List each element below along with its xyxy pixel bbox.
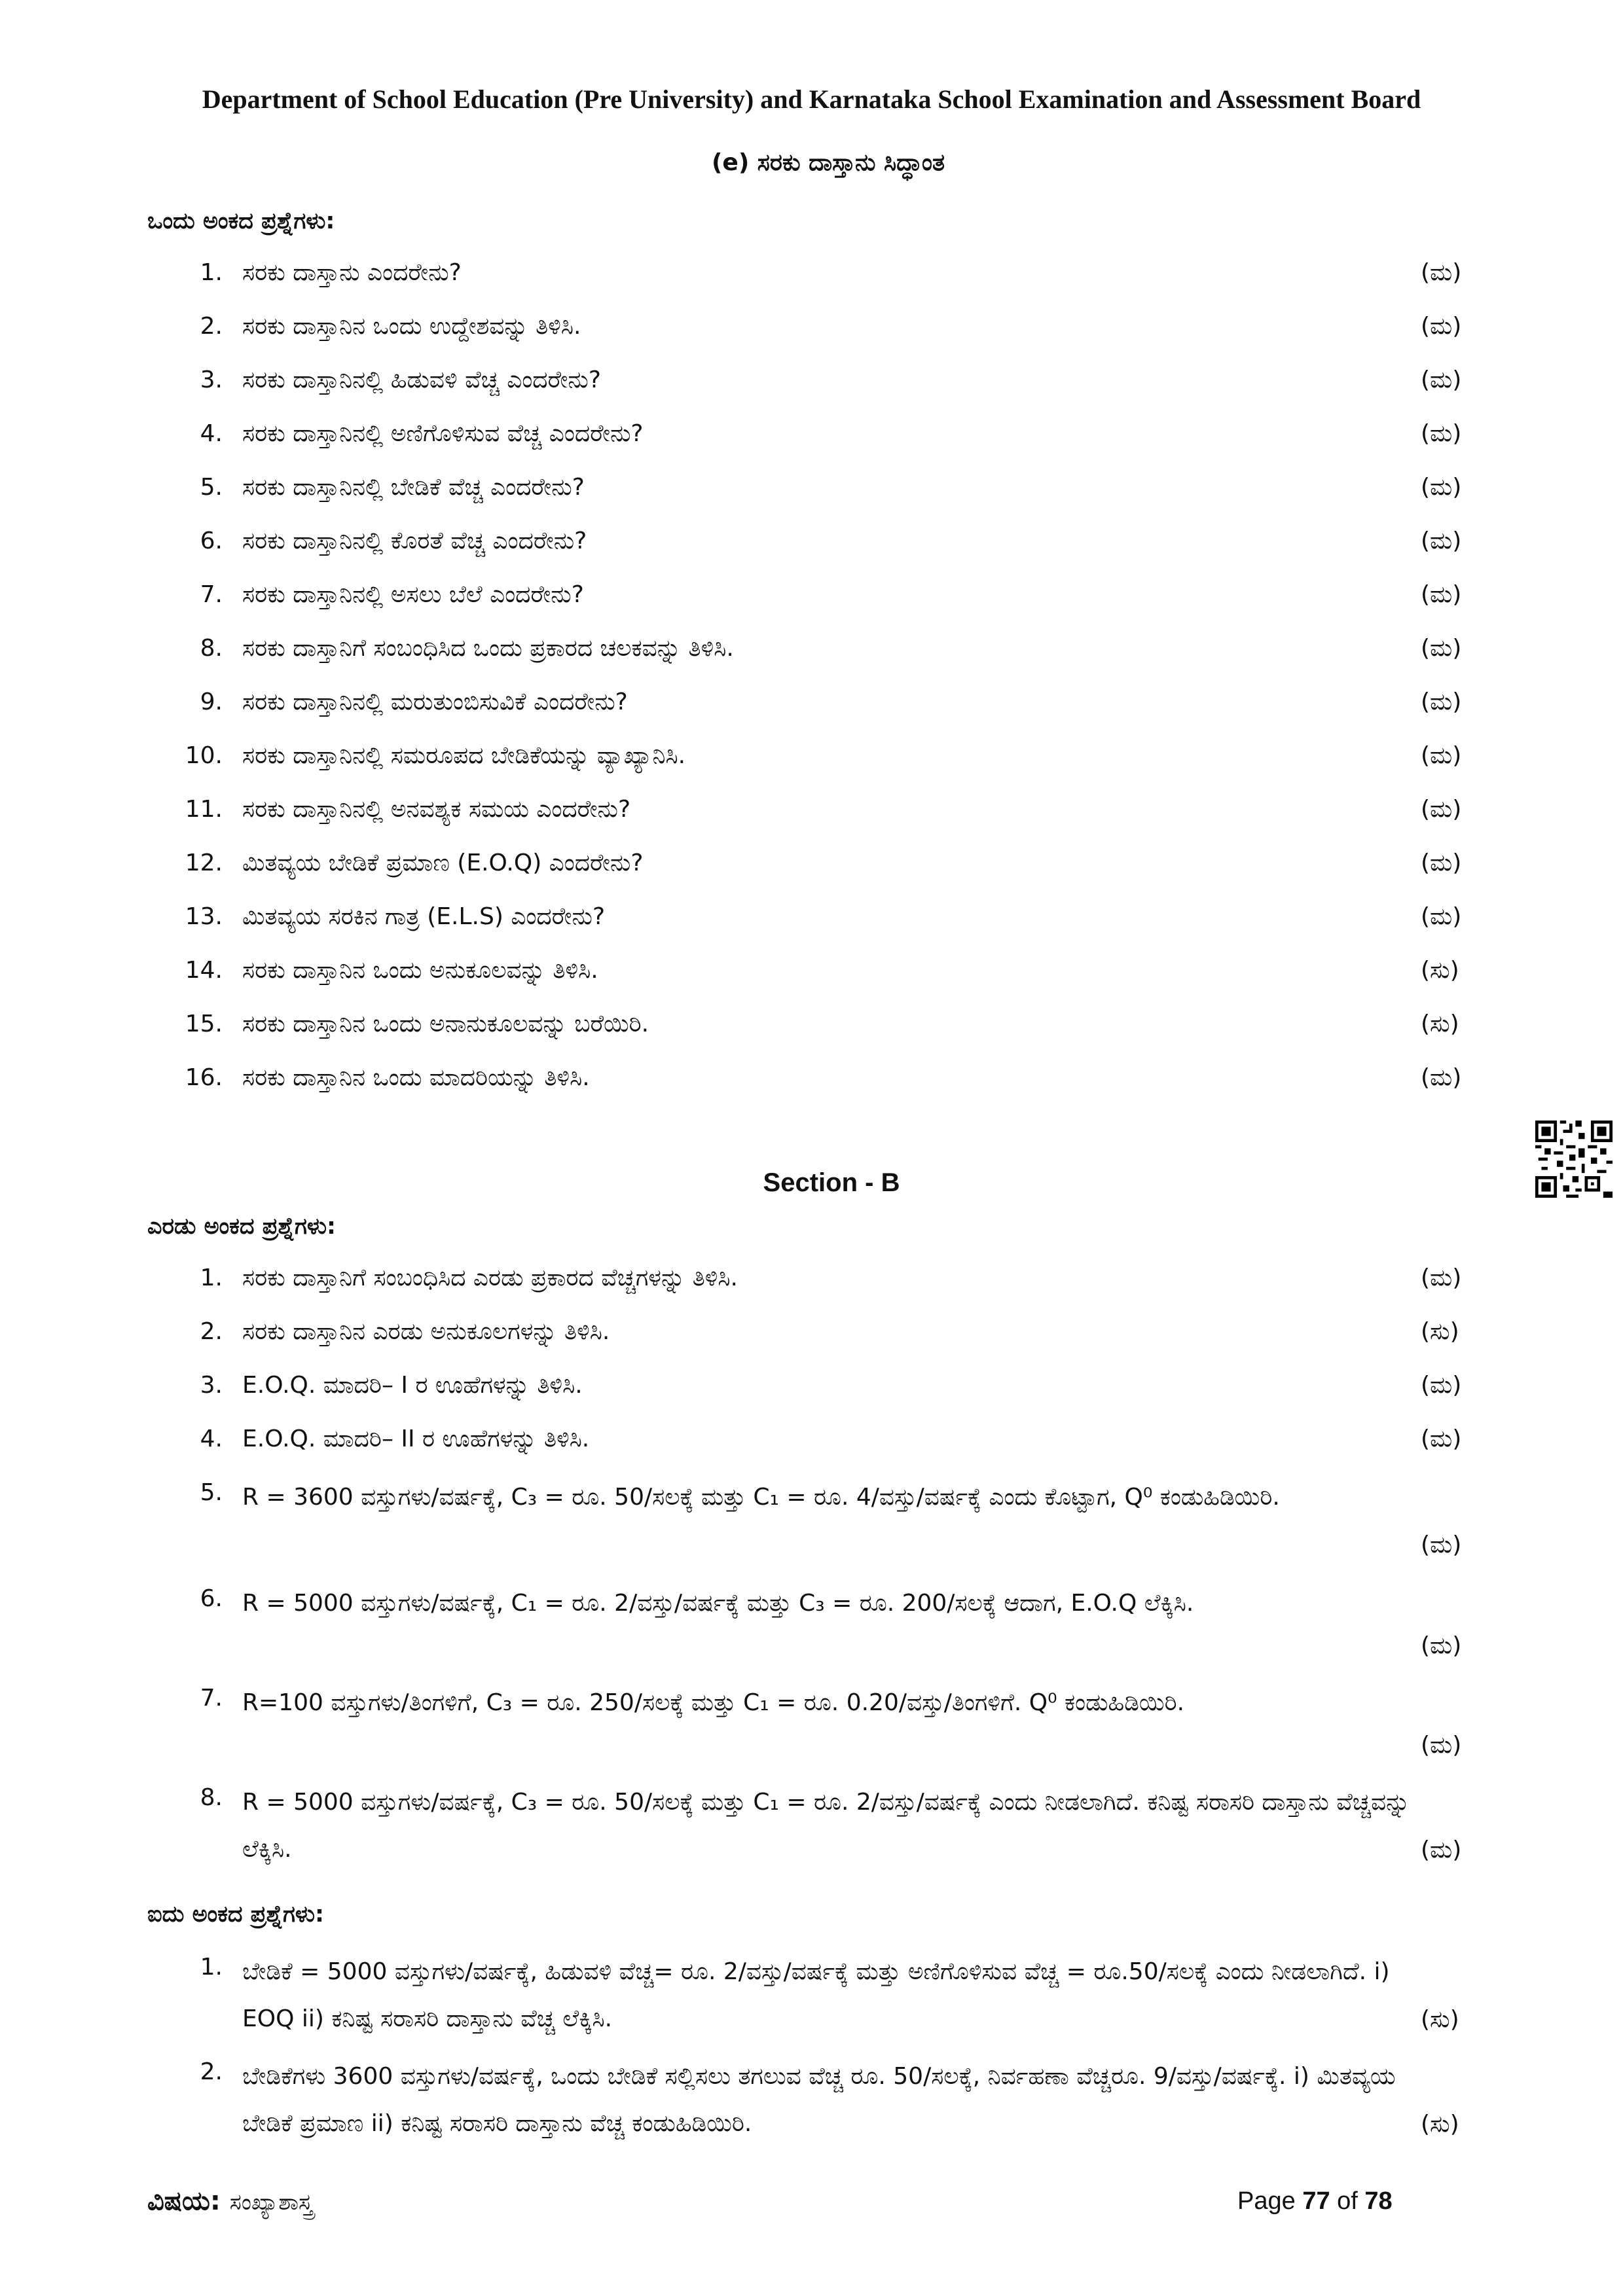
- of-word: of: [1337, 2187, 1358, 2215]
- question-text: ಸರಕು ದಾಸ್ತಾನಿನಲ್ಲಿ ಬೇಡಿಕೆ ವೆಚ್ಚ ಎಂದರೇನು?: [242, 474, 585, 501]
- question-number: 16.: [185, 1064, 223, 1091]
- difficulty-mark: (ಮ): [1421, 1372, 1462, 1399]
- section-b-heading: Section - B: [763, 1168, 900, 1197]
- difficulty-mark: (ಮ): [1421, 528, 1462, 554]
- difficulty-mark: (ಮ): [1421, 1837, 1462, 1863]
- page-current: 77: [1302, 2187, 1330, 2215]
- difficulty-mark: (ಮ): [1421, 1265, 1462, 1291]
- five-mark-heading: ಐದು ಅಂಕದ ಪ್ರಶ್ನೆಗಳು:: [147, 1901, 325, 1928]
- question-number: 8.: [200, 1784, 223, 1811]
- question-text: ಸರಕು ದಾಸ್ತಾನಿಗೆ ಸಂಬಂಧಿಸಿದ ಎರಡು ಪ್ರಕಾರದ ವೆಚ್ಚಗಳನ್ನು ತಿಳಿಸಿ.: [242, 1265, 738, 1291]
- difficulty-mark: (ಮ): [1421, 635, 1462, 662]
- question-text: ಬೇಡಿಕೆ = 5000 ವಸ್ತುಗಳು/ವರ್ಷಕ್ಕೆ, ಹಿಡುವಳಿ ವೆಚ್ಚ= ರೂ. 2/ವಸ್ತು/ವರ್ಷಕ್ಕೆ ಮತ್ತು ಅಣಿಗೊಳಿಸುವ ವೆಚ್ಚ = ರೂ.50/ಸಲಕ್ಕೆ ಎಂದು ನೀಡಲಾಗಿದೆ. i) EOQ ii) ಕನಿಷ್ಟ ಸರಾಸರಿ ದಾಸ್ತಾನು ವೆಚ್ಚ ಲೆಕ್ಕಿಸಿ.: [242, 1958, 1390, 2032]
- question-text: ಸರಕು ದಾಸ್ತಾನಿನ ಒಂದು ಅನುಕೂಲವನ್ನು ತಿಳಿಸಿ.: [242, 957, 598, 984]
- question-text: ಸರಕು ದಾಸ್ತಾನಿನಲ್ಲಿ ಹಿಡುವಳಿ ವೆಚ್ಚ ಎಂದರೇನು?: [242, 367, 601, 393]
- question-text: ಸರಕು ದಾಸ್ತಾನಿನಲ್ಲಿ ಕೊರತೆ ವೆಚ್ಚ ಎಂದರೇನು?: [242, 528, 587, 554]
- difficulty-mark: (ಮ): [1421, 796, 1462, 823]
- difficulty-mark: (ಮ): [1421, 474, 1462, 501]
- difficulty-mark: (ಮ): [1421, 259, 1462, 286]
- question-text: ಸರಕು ದಾಸ್ತಾನಿನಲ್ಲಿ ಸಮರೂಪದ ಬೇಡಿಕೆಯನ್ನು ವ್ಯಾಖ್ಯಾನಿಸಿ.: [242, 742, 686, 769]
- page-total: 78: [1364, 2187, 1393, 2215]
- question-number: 2.: [200, 2058, 223, 2085]
- question-text: ಸರಕು ದಾಸ್ತಾನು ಎಂದರೇನು?: [242, 259, 462, 286]
- question-item: [177, 2058, 1486, 2163]
- question-text: ಸರಕು ದಾಸ್ತಾನಿನಲ್ಲಿ ಅಣಿಗೊಳಿಸುವ ವೆಚ್ಚ ಎಂದರೇನು?: [242, 420, 644, 447]
- question-number: 3.: [200, 367, 223, 393]
- question-text: ಸರಕು ದಾಸ್ತಾನಿನಲ್ಲಿ ಅಸಲು ಬೆಲೆ ಎಂದರೇನು?: [242, 581, 584, 608]
- question-number: 1.: [200, 259, 223, 286]
- question-text: R=100 ವಸ್ತುಗಳು/ತಿಂಗಳಿಗೆ, C₃ = ರೂ. 250/ಸಲಕ್ಕೆ ಮತ್ತು C₁ = ರೂ. 0.20/ವಸ್ತು/ತಿಂಗಳಿಗೆ. Q⁰ ಕಂಡುಹಿಡಿಯಿರಿ.: [242, 1689, 1185, 1716]
- question-number: 1.: [200, 1265, 223, 1291]
- difficulty-mark: (ಮ): [1421, 420, 1462, 447]
- subject-name: ಸಂಖ್ಯಾಶಾಸ್ತ್ರ: [229, 2189, 313, 2215]
- two-mark-heading: ಎರಡು ಅಂಕದ ಪ್ರಶ್ನೆಗಳು:: [147, 1213, 337, 1240]
- question-text: ಸರಕು ದಾಸ್ತಾನಿನ ಒಂದು ಅನಾನುಕೂಲವನ್ನು ಬರೆಯಿರಿ.: [242, 1011, 649, 1037]
- question-text: ಸರಕು ದಾಸ್ತಾನಿನ ಒಂದು ಮಾದರಿಯನ್ನು ತಿಳಿಸಿ.: [242, 1064, 590, 1091]
- question-number: 7.: [200, 1685, 223, 1712]
- question-text: ಸರಕು ದಾಸ್ತಾನಿಗೆ ಸಂಬಂಧಿಸಿದ ಒಂದು ಪ್ರಕಾರದ ಚಲಕವನ್ನು ತಿಳಿಸಿ.: [242, 635, 734, 662]
- question-number: 13.: [185, 903, 223, 930]
- difficulty-mark: (ಮ): [1421, 367, 1462, 393]
- question-number: 11.: [185, 796, 223, 823]
- one-mark-heading: ಒಂದು ಅಂಕದ ಪ್ರಶ್ನೆಗಳು:: [147, 208, 335, 234]
- question-text: ಸರಕು ದಾಸ್ತಾನಿನ ಒಂದು ಉದ್ದೇಶವನ್ನು ತಿಳಿಸಿ.: [242, 313, 581, 340]
- difficulty-mark: (ಮ): [1421, 313, 1462, 340]
- difficulty-mark: (ಮ): [1421, 850, 1462, 876]
- difficulty-mark: (ಸು): [1421, 2111, 1459, 2138]
- difficulty-mark: (ಮ): [1421, 1426, 1462, 1452]
- difficulty-mark: (ಮ): [1421, 742, 1462, 769]
- question-number: 1.: [200, 1954, 223, 1981]
- footer-subject: [147, 2186, 313, 2216]
- difficulty-mark: (ಸು): [1421, 1011, 1459, 1037]
- question-item: [177, 1954, 1486, 2058]
- difficulty-mark: (ಸು): [1421, 2006, 1459, 2033]
- question-text: R = 5000 ವಸ್ತುಗಳು/ವರ್ಷಕ್ಕೆ, C₁ = ರೂ. 2/ವಸ್ತು/ವರ್ಷಕ್ಕೆ ಮತ್ತು C₃ = ರೂ. 200/ಸಲಕ್ಕೆ ಆದಾಗ, E.O.Q ಲೆಕ್ಕಿಸಿ.: [242, 1590, 1194, 1617]
- question-text: R = 3600 ವಸ್ತುಗಳು/ವರ್ಷಕ್ಕೆ, C₃ = ರೂ. 50/ಸಲಕ್ಕೆ ಮತ್ತು C₁ = ರೂ. 4/ವಸ್ತು/ವರ್ಷಕ್ಕೆ ಎಂದು ಕೊಟ್ಟಾಗ, Q⁰ ಕಂಡುಹಿಡಿಯಿರಿ.: [242, 1484, 1280, 1511]
- question-text: ಬೇಡಿಕೆಗಳು 3600 ವಸ್ತುಗಳು/ವರ್ಷಕ್ಕೆ, ಒಂದು ಬೇಡಿಕೆ ಸಲ್ಲಿಸಲು ತಗಲುವ ವೆಚ್ಚ ರೂ. 50/ಸಲಕ್ಕೆ, ನಿರ್ವಹಣಾ ವೆಚ್ಚರೂ. 9/ವಸ್ತು/ವರ್ಷಕ್ಕೆ. i) ಮಿತವ್ಯಯ ಬೇಡಿಕೆ ಪ್ರಮಾಣ ii) ಕನಿಷ್ಟ ಸರಾಸರಿ ದಾಸ್ತಾನು ವೆಚ್ಚ ಕಂಡುಹಿಡಿಯಿರಿ.: [242, 2063, 1396, 2137]
- question-number: 10.: [185, 742, 223, 769]
- question-number: 9.: [200, 689, 223, 715]
- question-item: [177, 1784, 1486, 1889]
- difficulty-mark: (ಮ): [1421, 1064, 1462, 1091]
- question-text: ಸರಕು ದಾಸ್ತಾನಿನಲ್ಲಿ ಮರುತುಂಬಿಸುವಿಕೆ ಎಂದರೇನು?: [242, 689, 628, 715]
- page-word: Page: [1237, 2187, 1296, 2215]
- question-text: E.O.Q. ಮಾದರಿ– I ರ ಊಹೆಗಳನ್ನು ತಿಳಿಸಿ.: [242, 1372, 583, 1399]
- difficulty-mark: (ಮ): [1421, 1532, 1462, 1558]
- question-number: 7.: [200, 581, 223, 608]
- difficulty-mark: (ಸು): [1421, 1318, 1459, 1345]
- difficulty-mark: (ಮ): [1421, 581, 1462, 608]
- question-number: 14.: [185, 957, 223, 984]
- question-number: 6.: [200, 528, 223, 554]
- question-number: 8.: [200, 635, 223, 662]
- question-number: 2.: [200, 313, 223, 340]
- question-item: [177, 1479, 1486, 1584]
- difficulty-mark: (ಮ): [1421, 689, 1462, 715]
- difficulty-mark: (ಮ): [1421, 1632, 1462, 1659]
- question-text: ಸರಕು ದಾಸ್ತಾನಿನ ಎರಡು ಅನುಕೂಲಗಳನ್ನು ತಿಳಿಸಿ.: [242, 1318, 610, 1345]
- chapter-title: (e) ಸರಕು ದಾಸ್ತಾನು ಸಿದ್ಧಾಂತ: [711, 149, 945, 176]
- question-number: 2.: [200, 1318, 223, 1345]
- question-number: 5.: [200, 474, 223, 501]
- question-text: ಸರಕು ದಾಸ್ತಾನಿನಲ್ಲಿ ಅನವಶ್ಯಕ ಸಮಯ ಎಂದರೇನು?: [242, 796, 631, 823]
- question-number: 4.: [200, 420, 223, 447]
- subject-label: ವಿಷಯ:: [147, 2186, 221, 2216]
- question-number: 4.: [200, 1426, 223, 1452]
- question-number: 15.: [185, 1011, 223, 1037]
- question-number: 6.: [200, 1585, 223, 1612]
- question-text: ಮಿತವ್ಯಯ ಸರಕಿನ ಗಾತ್ರ (E.L.S) ಎಂದರೇನು?: [242, 903, 606, 930]
- difficulty-mark: (ಮ): [1421, 1732, 1462, 1759]
- question-number: 12.: [185, 850, 223, 876]
- page-number: [1237, 2187, 1393, 2215]
- question-text: ಮಿತವ್ಯಯ ಬೇಡಿಕೆ ಪ್ರಮಾಣ (E.O.Q) ಎಂದರೇನು?: [242, 850, 644, 876]
- question-number: 5.: [200, 1479, 223, 1506]
- question-text: E.O.Q. ಮಾದರಿ– II ರ ಊಹೆಗಳನ್ನು ತಿಳಿಸಿ.: [242, 1426, 590, 1452]
- difficulty-mark: (ಸು): [1421, 957, 1459, 984]
- difficulty-mark: (ಮ): [1421, 903, 1462, 930]
- board-header: Department of School Education (Pre University) and Karnataka School Examination and Assessment Board: [202, 84, 1421, 114]
- question-text: R = 5000 ವಸ್ತುಗಳು/ವರ್ಷಕ್ಕೆ, C₃ = ರೂ. 50/ಸಲಕ್ಕೆ ಮತ್ತು C₁ = ರೂ. 2/ವಸ್ತು/ವರ್ಷಕ್ಕೆ ಎಂದು ನೀಡಲಾಗಿದೆ. ಕನಿಷ್ಟ ಸರಾಸರಿ ದಾಸ್ತಾನು ವೆಚ್ಚವನ್ನು ಲೆಕ್ಕಿಸಿ.: [242, 1789, 1410, 1863]
- question-number: 3.: [200, 1372, 223, 1399]
